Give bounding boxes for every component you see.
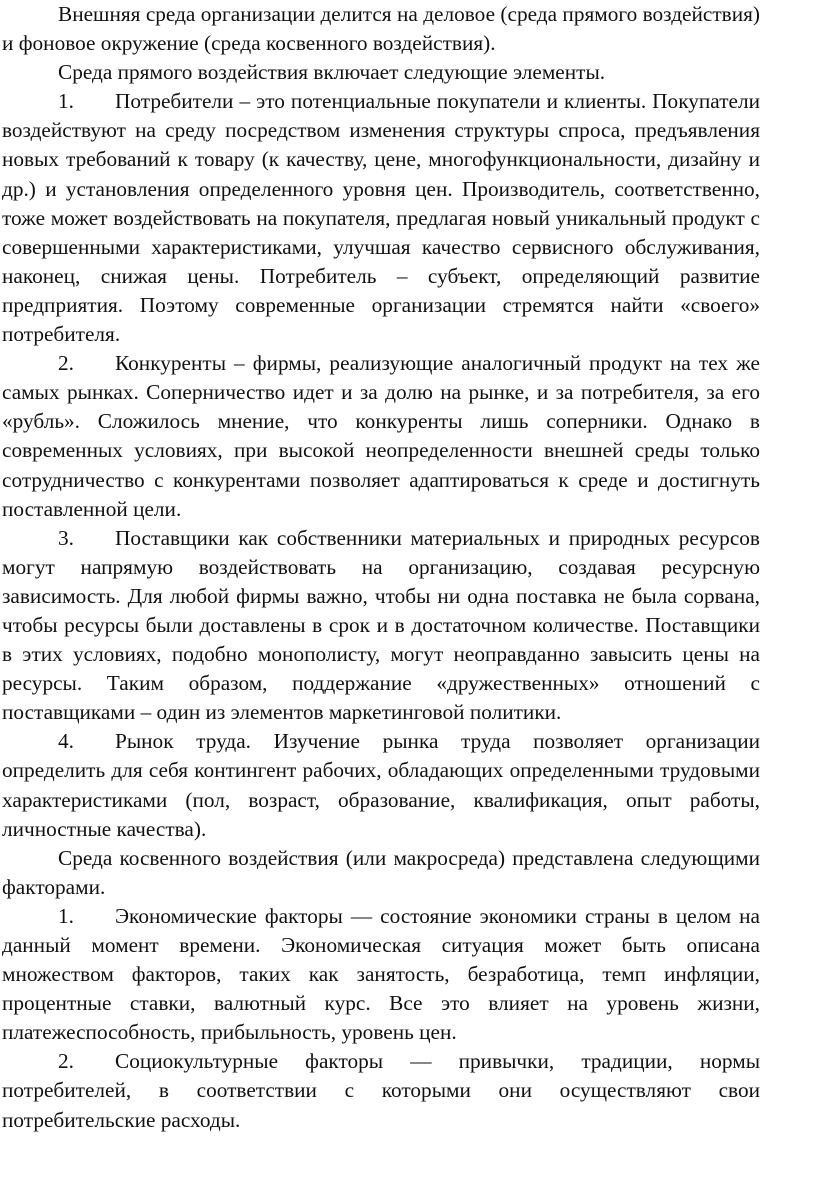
direct-environment-intro: Среда прямого воздействия включает следующие элементы. bbox=[58, 60, 606, 85]
list-item-number: 1. bbox=[58, 903, 74, 928]
list-item-text: Потребители – это потенциальные покупатели и клиенты. Покупатели воздействуют на среду посредством изменения структуры спроса, предъявления новых требований к товару (к качеству, цене, многофункциональности, дизайну и др.) и установления определенного уровня цен. Производитель, соответственно, тоже может воздействовать на покупателя, предлагая новый уникальный продукт с совершенными характеристиками, улучшая качество сервисного обслуживания, наконец, снижая цены. Потребитель – субъект, определяющий развитие предприятия. Поэтому современные организации стремятся найти «своего» потребителя. bbox=[2, 89, 760, 347]
list-item-competitors bbox=[2, 349, 760, 524]
list-item-text: Поставщики как собственники материальных и природных ресурсов могут напрямую воздействовать на организацию, создавая ресурсную зависимость. Для любой фирмы важно, чтобы ни одна поставка не была сорвана, чтобы ресурсы были доставлены в срок и в достаточном количестве. Поставщики в этих условиях, подобно монополисту, могут неоправданно завысить цены на ресурсы. Таким образом, поддержание «дружественных» отношений с поставщиками – один из элементов маркетинговой политики. bbox=[2, 525, 760, 725]
list-item-text: Конкуренты – фирмы, реализующие аналогичный продукт на тех же самых рынках. Соперничество идет и за долю на рынке, и за потребителя, за его «рубль». Сложилось мнение, что конкуренты лишь соперники. Однако в современных условиях, при высокой неопределенности внешней среды только сотрудничество с конкурентами позволяет адаптироваться к среде и достигнуть поставленной цели. bbox=[2, 351, 760, 521]
list-item-sociocultural-factors bbox=[2, 1047, 760, 1134]
list-item-suppliers bbox=[2, 524, 760, 728]
list-item-number: 1. bbox=[58, 89, 74, 114]
list-item-text: Социокультурные факторы — привычки, традиции, нормы потребителей, в соответствии с которыми они осуществляют свои потребительские расходы. bbox=[2, 1049, 760, 1132]
list-item-text: Экономические факторы — состояние экономики страны в целом на данный момент времени. Экономическая ситуация может быть описана множеством факторов, таких как занятость, безработица, темп инфляции, процентные ставки, валютный курс. Все это влияет на уровень жизни, платежеспособность, прибыльность, уровень цен. bbox=[2, 903, 760, 1045]
list-item-labor-market bbox=[2, 727, 760, 843]
list-item-text: Рынок труда. Изучение рынка труда позволяет организации определить для себя контингент рабочих, обладающих определенными трудовыми характеристиками (пол, возраст, образование, квалификация, опыт работы, личностные качества). bbox=[2, 729, 760, 841]
document-page bbox=[2, 0, 760, 1135]
list-item-number: 3. bbox=[58, 525, 74, 550]
list-item-number: 2. bbox=[58, 1049, 74, 1074]
list-item-number: 2. bbox=[58, 351, 74, 376]
list-item-consumers bbox=[2, 87, 760, 349]
intro-paragraph: Внешняя среда организации делится на деловое (среда прямого воздействия) и фоновое окружение (среда косвенного воздействия). bbox=[2, 2, 760, 56]
indirect-environment-intro: Среда косвенного воздействия (или макросреда) представлена следующими факторами. bbox=[2, 845, 760, 899]
list-item-number: 4. bbox=[58, 729, 74, 754]
list-item-economic-factors bbox=[2, 902, 760, 1047]
